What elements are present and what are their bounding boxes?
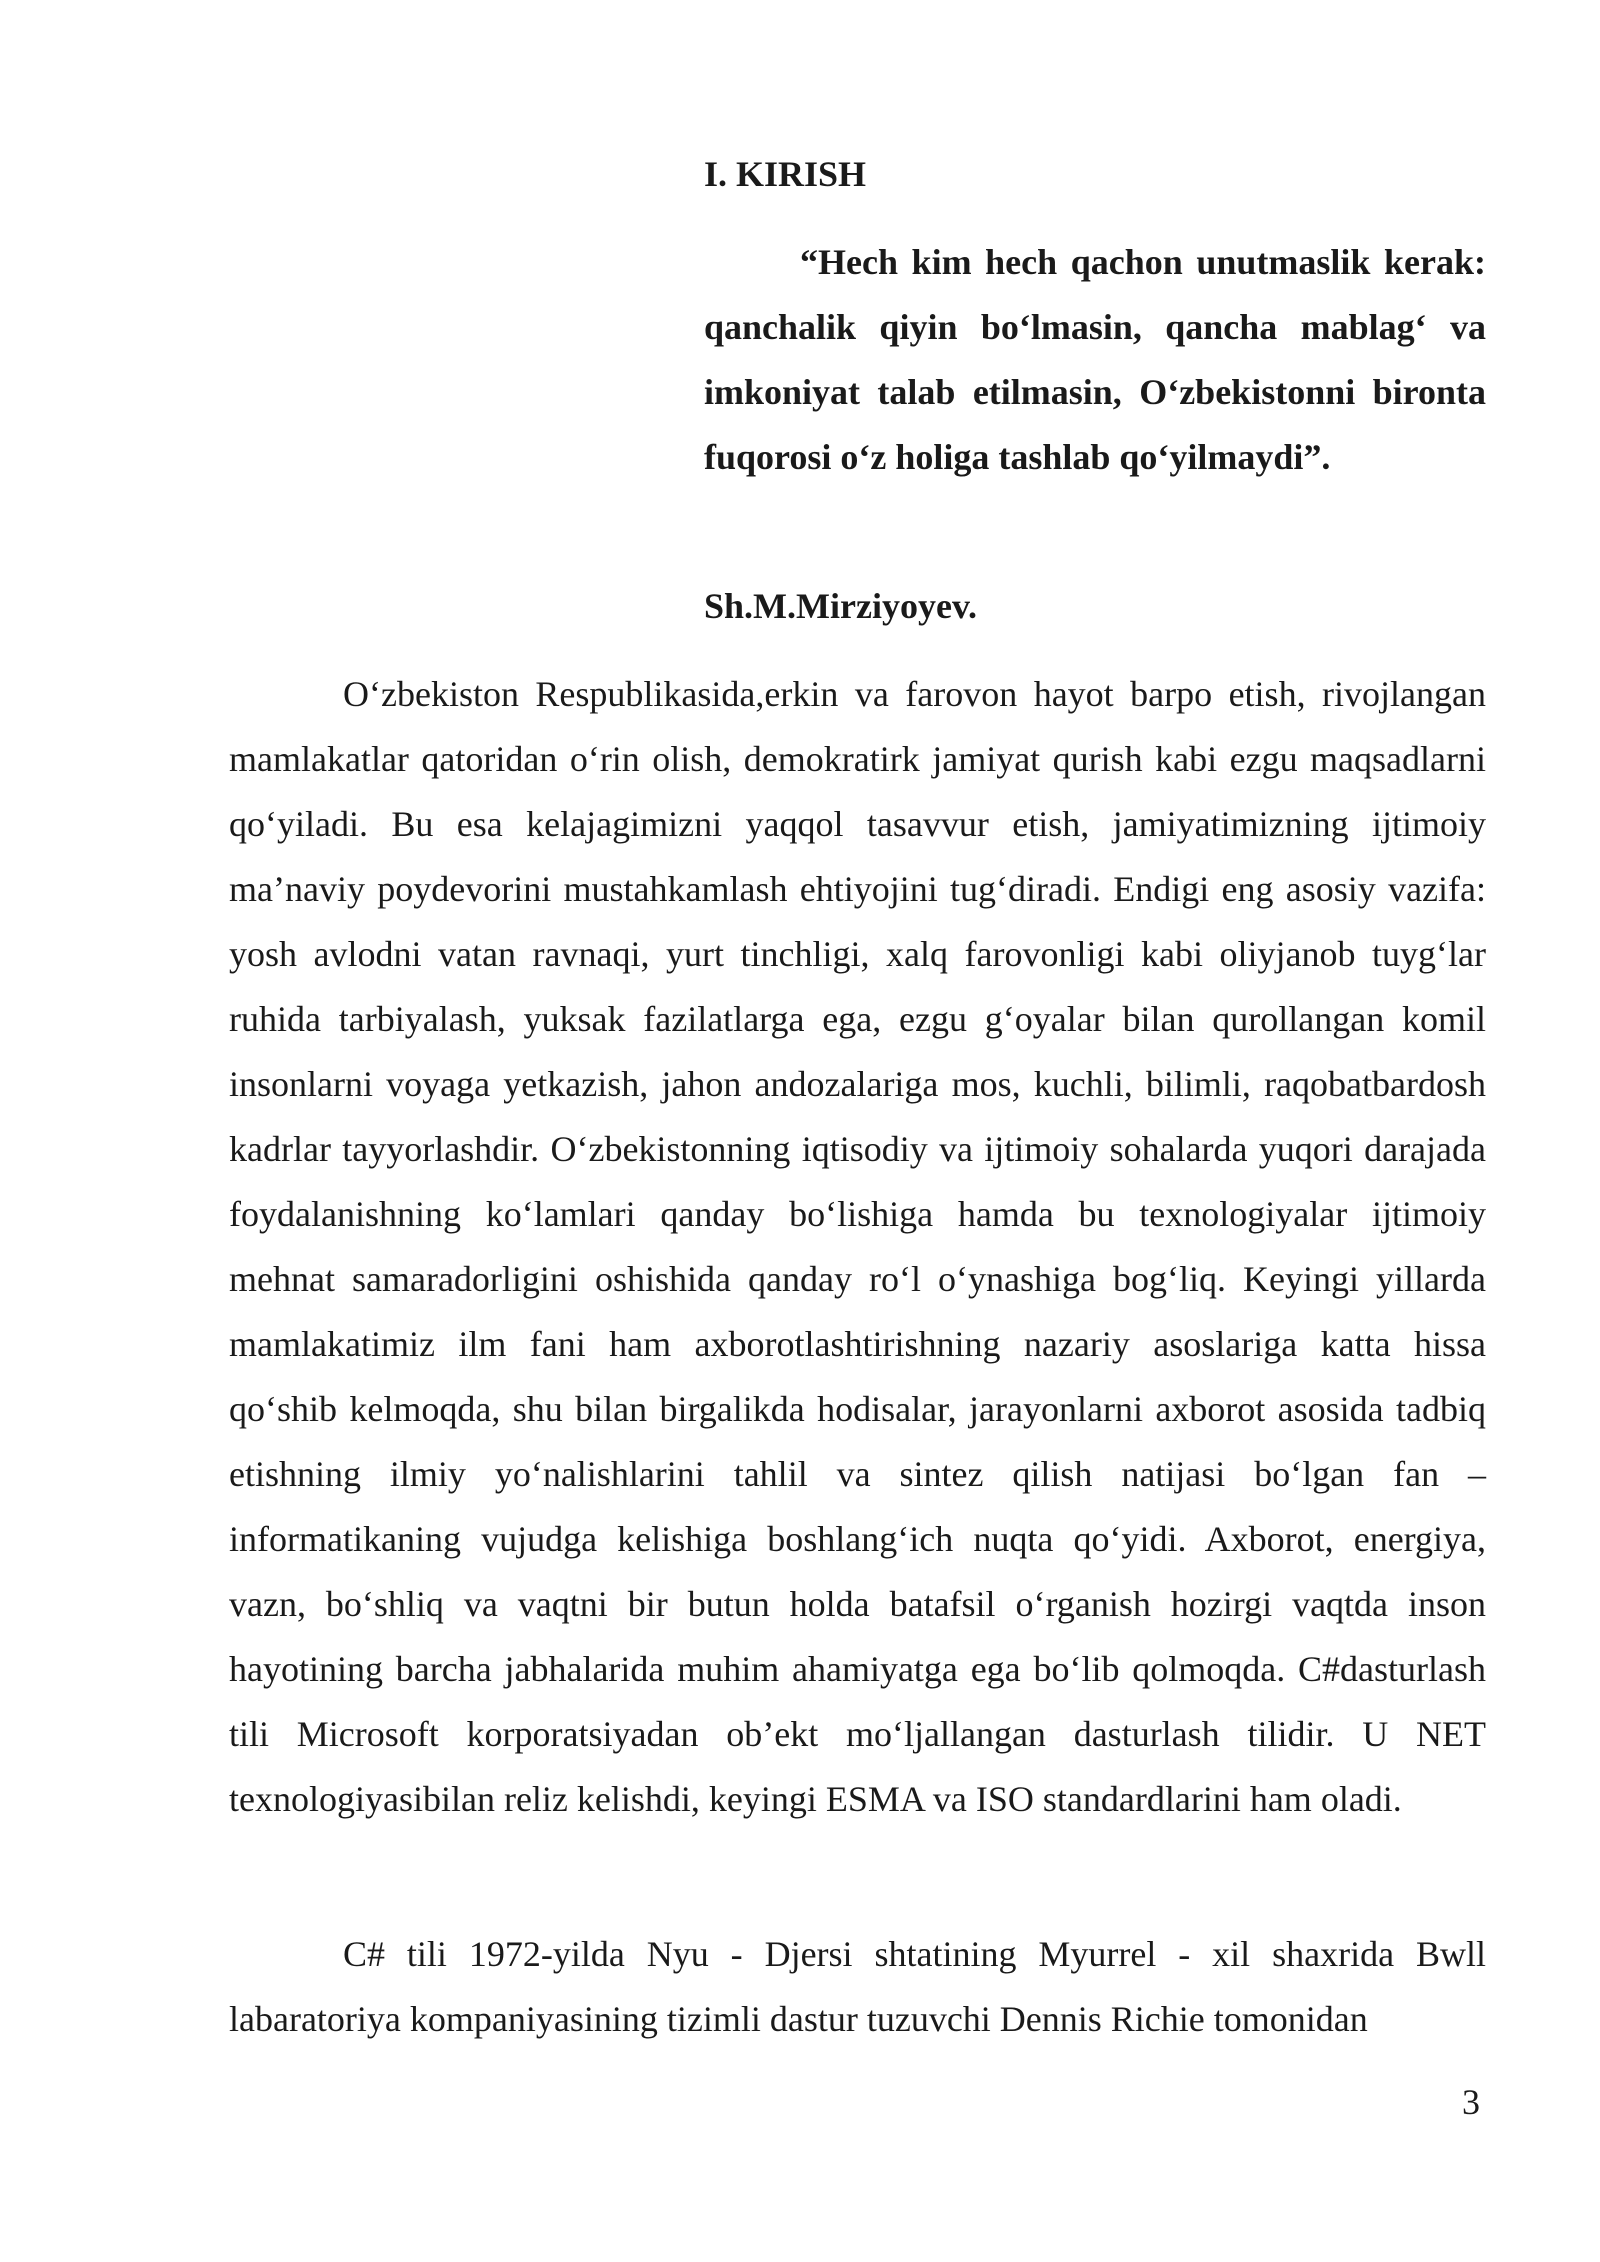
epigraph-author: Sh.M.Mirziyoyev. <box>704 586 977 626</box>
body-paragraph: C# tili 1972-yilda Nyu - Djersi shtatining Myurrel - xil shaxrida Bwll labaratoriya kompaniyasining tizimli dastur tuzuvchi Dennis Richie tomonidan <box>229 1934 1486 2039</box>
section-heading: I. KIRISH <box>704 154 867 194</box>
epigraph-quote: “Hech kim hech qachon unutmaslik kerak: qanchalik qiyin bo‘lmasin, qancha mablag‘ va imkoniyat talab etilmasin, O‘zbekistonni bironta fuqorosi o‘z holiga tashlab qo‘yilmaydi”. <box>704 242 1486 477</box>
page-number: 3 <box>1462 2082 1480 2122</box>
body-paragraph: O‘zbekiston Respublikasida,erkin va farovon hayot barpo etish, rivojlangan mamlakatlar qatoridan o‘rin olish, demokratirk jamiyat qurish kabi ezgu maqsadlarni qo‘yiladi. Bu esa kelajagimizni yaqqol tasavvur etish, jamiyatimizning ijtimoiy ma’naviy poydevorini mustahkamlash ehtiyojini tug‘diradi. Endigi eng asosiy vazifa: yosh avlodni vatan ravnaqi, yurt tinchligi, xalq farovonligi kabi oliyjanob tuyg‘lar ruhida tarbiyalash, yuksak fazilatlarga ega, ezgu g‘oyalar bilan qurollangan komil insonlarni voyaga yetkazish, jahon andozalariga mos, kuchli, bilimli, raqobatbardosh kadrlar tayyorlashdir. O‘zbekistonning iqtisodiy va ijtimoiy sohalarda yuqori darajada foydalanishning ko‘lamlari qanday bo‘lishiga hamda bu texnologiyalar ijtimoiy mehnat samaradorligini oshishida qanday ro‘l o‘ynashiga bog‘liq. Keyingi yillarda mamlakatimiz ilm fani ham axborotlashtirishning nazariy asoslariga katta hissa qo‘shib kelmoqda, shu bilan birgalikda hodisalar, jarayonlarni axborot asosida tadbiq etishning ilmiy yo‘nalishlarini tahlil va sintez qilish natijasi bo‘lgan fan – informatikaning vujudga kelishiga boshlang‘ich nuqta qo‘yidi. Axborot, energiya, vazn, bo‘shliq va vaqtni bir butun holda batafsil o‘rganish hozirgi vaqtda inson hayotining barcha jabhalarida muhim ahamiyatga ega bo‘lib qolmoqda. C#dasturlash tili Microsoft korporatsiyadan ob’ekt mo‘ljallangan dasturlash tilidir. U NET texnologiyasibilan reliz kelishdi, keyingi ESMA va ISO standardlarini ham oladi. <box>229 674 1486 1819</box>
